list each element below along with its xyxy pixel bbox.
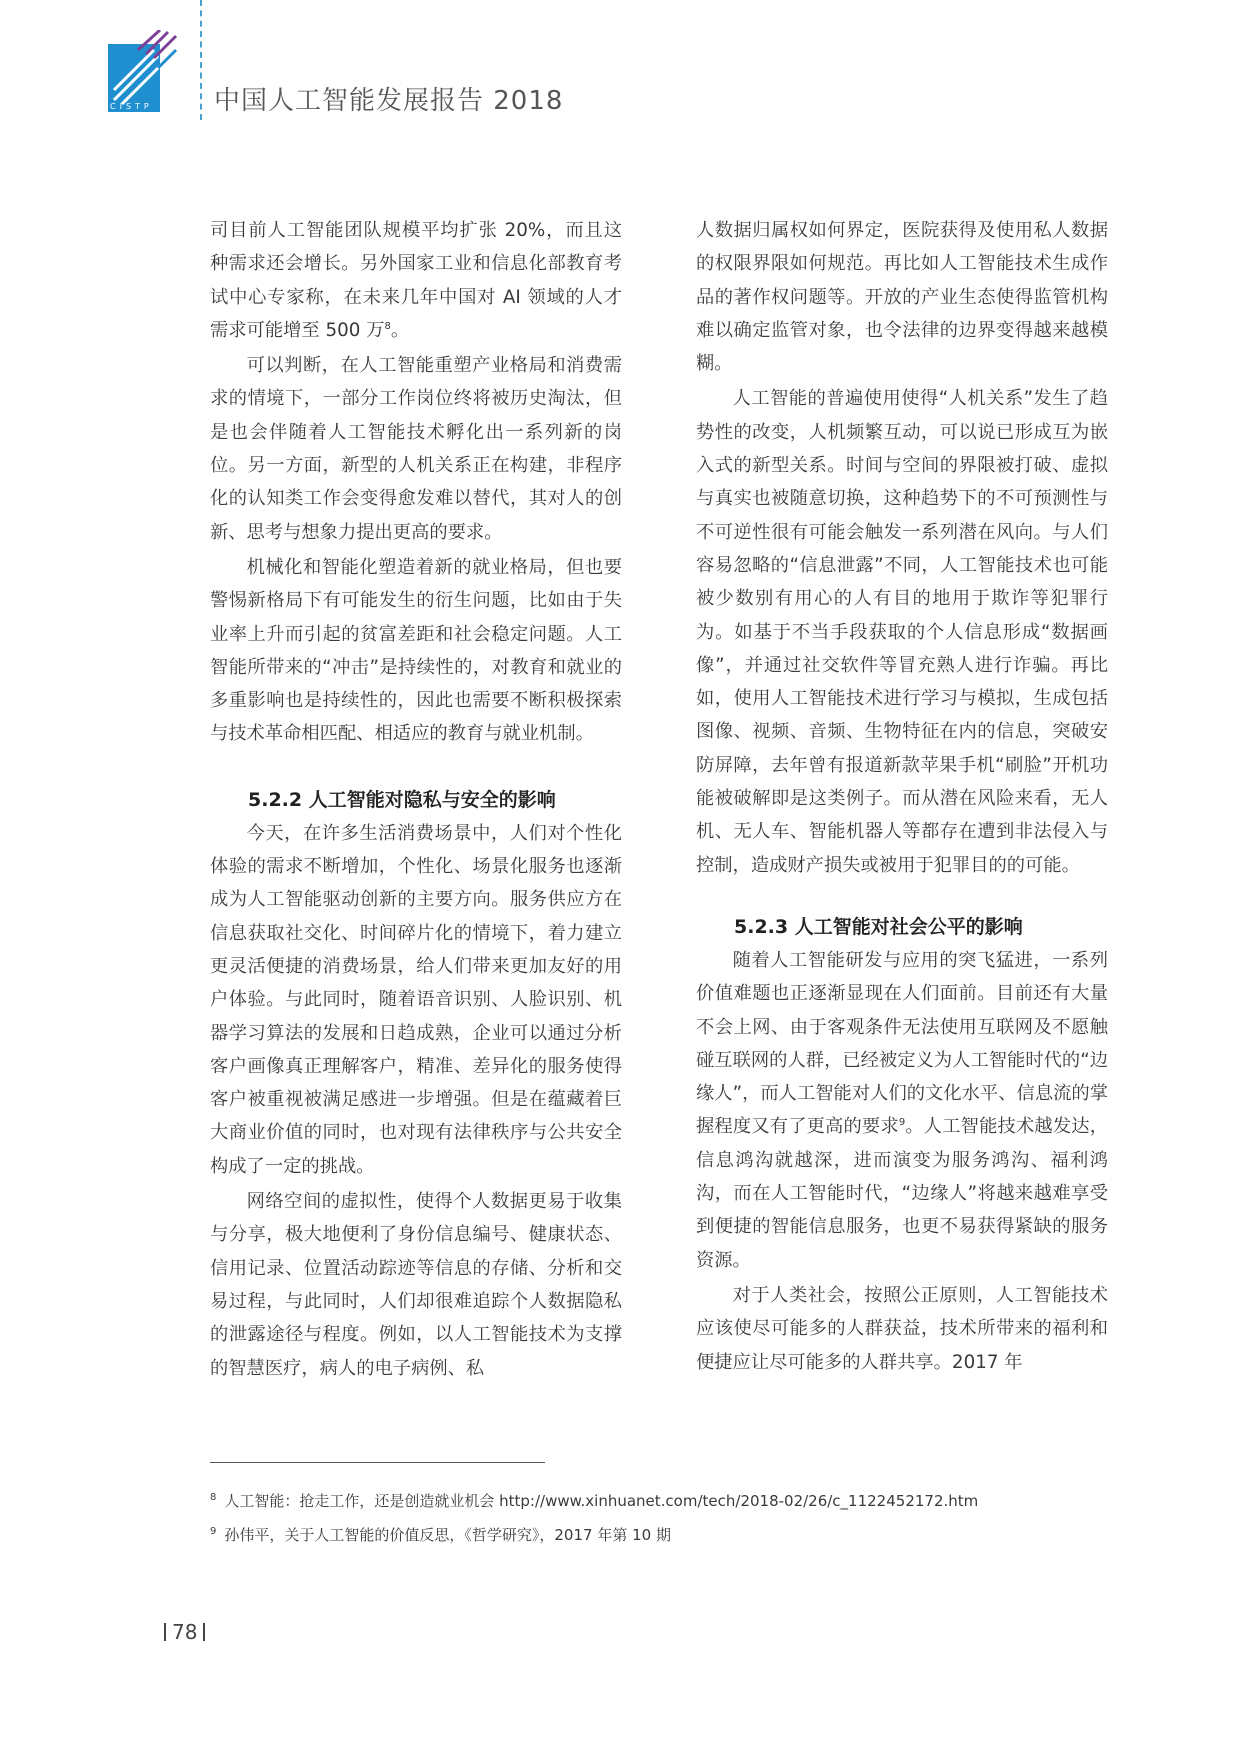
cistp-logo [108, 30, 178, 112]
paragraph: 今天，在许多生活消费场景中，人们对个性化体验的需求不断增加，个性化、场景化服务也逐渐成为人工智能驱动创新的主要方向。服务供应方在信息获取社交化、时间碎片化的情境下，着力建立更灵活便捷的消费场景，给人们带来更加友好的用户体验。与此同时，随着语音识别、人脸识别、机器学习算法的发展和日趋成熟，企业可以通过分析客户画像真正理解客户，精准、差异化的服务使得客户被重视被满足感进一步增强。但是在蕴藏着巨大商业价值的同时，也对现有法律秩序与公共安全构成了一定的挑战。 [210, 822, 622, 1177]
paragraph: 机械化和智能化塑造着新的就业格局，但也要警惕新格局下有可能发生的衍生问题，比如由于失业率上升而引起的贫富差距和社会稳定问题。人工智能所带来的“冲击”是持续性的，对教育和就业的多重影响也是持续性的，因此也需要不断积极探索与技术革命相匹配、相适应的教育与就业机制。 [210, 556, 622, 745]
right-column [696, 214, 1108, 1379]
paragraph: 可以判断，在人工智能重塑产业格局和消费需求的情境下，一部分工作岗位终将被历史淘汰，但是也会伴随着人工智能技术孵化出一系列新的岗位。另一方面，新型的人机关系正在构建，非程序化的认知类工作会变得愈发难以替代，其对人的创新、思考与想象力提出更高的要求。 [210, 355, 622, 543]
paragraph: 随着人工智能研发与应用的突飞猛进，一系列价值难题也正逐渐显现在人们面前。目前还有大量不会上网、由于客观条件无法使用互联网及不愿触碰互联网的人群，已经被定义为人工智能时代的“边缘人”，而人工智能对人们的文化水平、信息流的掌握程度又有了更高的要求$^9$。人工智能技术越发达，信息鸿沟就越深，进而演变为服务鸿沟、福利鸿沟，而在人工智能时代，“边缘人”将越来越难享受到便捷的智能信息服务，也更不易获得紧缺的服务资源。 [696, 949, 1108, 1271]
section-heading-5-2-3: 5.2.3 人工智能对社会公平的影响 [734, 915, 1023, 938]
footnote-ref-8[interactable]: 8 [384, 320, 391, 332]
paragraph: 人工智能的普遍使用使得“人机关系”发生了趋势性的改变，人机频繁互动，可以说已形成互为嵌入式的新型关系。时间与空间的界限被打破、虚拟与真实也被随意切换，这种趋势下的不可预测性与不可逆性很有可能会触发一系列潜在风向。与人们容易忽略的“信息泄露”不同，人工智能技术也可能被少数别有用心的人有目的地用于欺诈等犯罪行为。如基于不当手段获取的个人信息形成“数据画像”，并通过社交软件等冒充熟人进行诈骗。再比如，使用人工智能技术进行学习与模拟，生成包括图像、视频、音频、生物特征在内的信息，突破安防屏障，去年曾有报道新款苹果手机“刷脸”开机功能被破解即是这类例子。而从潜在风险来看，无人机、无人车、智能机器人等都存在遭到非法侵入与控制，造成财产损失或被用于犯罪目的的可能。 [696, 388, 1108, 876]
footnote-9: $^9$ 孙伟平，关于人工智能的价值反思，《哲学研究》，2017 年第 10 期 [210, 1526, 671, 1544]
paragraph: 对于人类社会，按照公正原则，人工智能技术应该使尽可能多的人群获益，技术所带来的福利和便捷应让尽可能多的人群共享。2017 年 [696, 1284, 1108, 1373]
left-column [210, 214, 622, 1385]
footnote-text[interactable]: 人工智能：抢走工作，还是创造就业机会 http://www.xinhuanet.com/tech/2018-02/26/c_1122452172.htm [224, 1492, 979, 1510]
footnote-divider [210, 1462, 545, 1463]
page-number: 78 [158, 1620, 211, 1644]
header-divider [200, 0, 202, 120]
paragraph: 人数据归属权如何界定，医院获得及使用私人数据的权限界限如何规范。再比如人工智能技术生成作品的著作权问题等。开放的产业生态使得监管机构难以确定监管对象，也令法律的边界变得越来越模糊。 [696, 220, 1108, 375]
section-heading-5-2-2: 5.2.2 人工智能对隐私与安全的影响 [248, 788, 556, 811]
paragraph: 司目前人工智能团队规模平均扩张 20%，而且这种需求还会增长。另外国家工业和信息化部教育考试中心专家称，在未来几年中国对 AI 领域的人才需求可能增至 500 万$^8$。 [210, 220, 622, 341]
logo-text: CISTP [110, 102, 153, 111]
footnote-text: 孙伟平，关于人工智能的价值反思，《哲学研究》，2017 年第 10 期 [224, 1526, 671, 1544]
footnote-8: $^8$ 人工智能：抢走工作，还是创造就业机会 http://www.xinhuanet.com/tech/2018-02/26/c_1122452172.htm [210, 1492, 979, 1510]
report-title: 中国人工智能发展报告 2018 [214, 86, 564, 116]
footnote-ref-9[interactable]: 9 [898, 1117, 906, 1129]
paragraph: 网络空间的虚拟性，使得个人数据更易于收集与分享，极大地便利了身份信息编号、健康状态、信用记录、位置活动踪迹等信息的存储、分析和交易过程，与此同时，人们却很难追踪个人数据隐私的泄露途径与程度。例如，以人工智能技术为支撑的智慧医疗，病人的电子病例、私 [210, 1191, 622, 1379]
